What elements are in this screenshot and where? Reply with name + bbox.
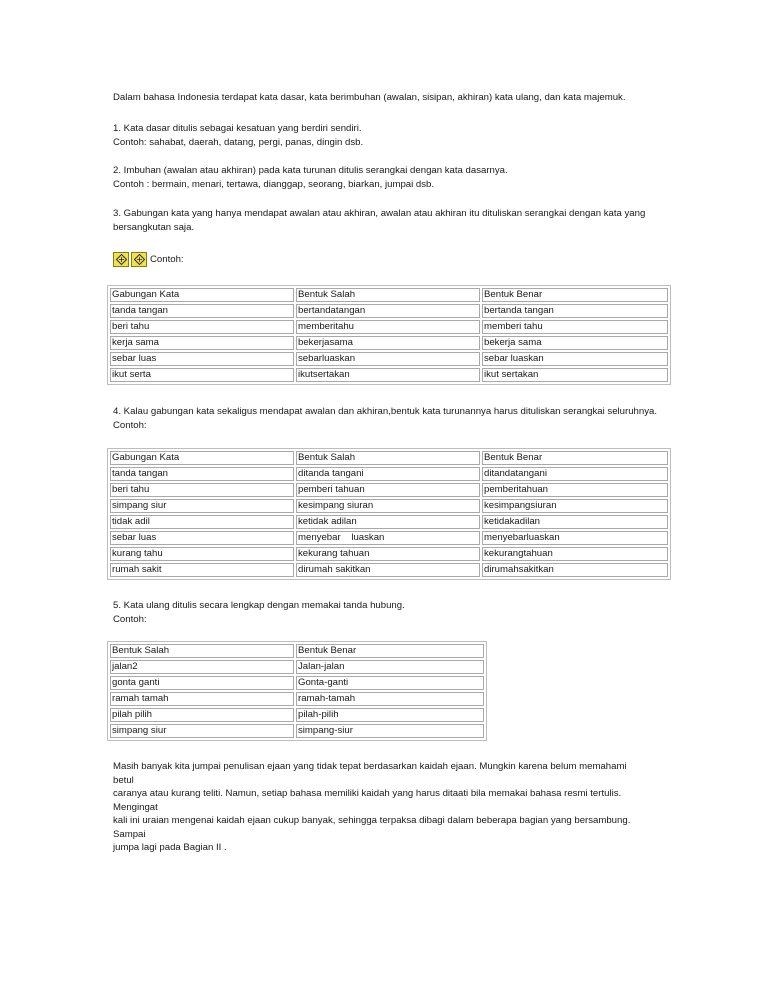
table-cell: dirumahsakitkan — [482, 563, 668, 577]
table-cell: pilah pilih — [110, 708, 294, 722]
table-cell: ikut sertakan — [482, 368, 668, 382]
table-cell: memberi tahu — [482, 320, 668, 334]
table-cell: ikut serta — [110, 368, 294, 382]
table-cell: gonta ganti — [110, 676, 294, 690]
table-2 — [107, 448, 671, 580]
table-cell: tanda tangan — [110, 467, 294, 481]
intro-text: Dalam bahasa Indonesia terdapat kata dasar, kata berimbuhan (awalan, sisipan, akhiran) kata ulang, dan kata majemuk. — [113, 92, 626, 103]
table-row — [110, 515, 668, 529]
rule-2 — [113, 164, 658, 191]
table-3 — [107, 641, 487, 741]
table-header-row — [110, 451, 668, 465]
table-cell: bertanda tangan — [482, 304, 668, 318]
table-row — [110, 336, 668, 350]
column-header: Bentuk Salah — [296, 451, 480, 465]
table-cell: pemberitahuan — [482, 483, 668, 497]
table-cell: sebar luaskan — [482, 352, 668, 366]
table-cell: beri tahu — [110, 483, 294, 497]
table-cell: tidak adil — [110, 515, 294, 529]
rule-5-example: Contoh: — [113, 613, 147, 625]
column-header: Bentuk Benar — [482, 288, 668, 302]
table-cell: menyebarluaskan — [482, 531, 668, 545]
table-row — [110, 708, 484, 722]
table-cell: bertandatangan — [296, 304, 480, 318]
table-cell: pilah-pilih — [296, 708, 484, 722]
table-cell: ketidakadilan — [482, 515, 668, 529]
table-header-row — [110, 644, 484, 658]
table-cell: menyebar luaskan — [296, 531, 480, 545]
table-row — [110, 499, 668, 513]
rule-2-text: 2. Imbuhan (awalan atau akhiran) pada kata turunan ditulis serangkai dengan kata dasarnya. — [113, 165, 508, 176]
table-cell: bekerjasama — [296, 336, 480, 350]
rule-1-example: Contoh: sahabat, daerah, datang, pergi, panas, dingin dsb. — [113, 136, 364, 148]
column-header: Gabungan Kata — [110, 451, 294, 465]
column-header: Gabungan Kata — [110, 288, 294, 302]
closing-paragraph — [113, 760, 633, 855]
closing-line: jumpa lagi pada Bagian II . — [113, 842, 227, 853]
column-header: Bentuk Salah — [110, 644, 294, 658]
closing-line: caranya atau kurang teliti. Namun, setiap bahasa memiliki kaidah yang harus ditaati bila memakai bahasa resmi tertulis. Mengingat — [113, 788, 622, 813]
table-cell: ikutsertakan — [296, 368, 480, 382]
table-cell: bekerja sama — [482, 336, 668, 350]
table-cell: Gonta-ganti — [296, 676, 484, 690]
table-row — [110, 563, 668, 577]
table-cell: pemberi tahuan — [296, 483, 480, 497]
closing-line: kali ini uraian mengenai kaidah ejaan cukup banyak, sehingga terpaksa dibagi dalam beberapa bagian yang bersambung. Sampai — [113, 815, 631, 840]
table-row — [110, 676, 484, 690]
rule-1 — [113, 122, 658, 149]
table-cell: simpang-siur — [296, 724, 484, 738]
table-cell: kurang tahu — [110, 547, 294, 561]
rule-4 — [113, 405, 673, 432]
table-cell: simpang siur — [110, 499, 294, 513]
table-cell: Jalan-jalan — [296, 660, 484, 674]
table-row — [110, 483, 668, 497]
table-row — [110, 692, 484, 706]
rule-4-example: Contoh: — [113, 419, 147, 431]
table-cell: kekurangtahuan — [482, 547, 668, 561]
table-cell: sebar luas — [110, 531, 294, 545]
table-cell: memberitahu — [296, 320, 480, 334]
rule-5 — [113, 599, 658, 626]
table-row — [110, 547, 668, 561]
rule-3-text: 3. Gabungan kata yang hanya mendapat awalan atau akhiran, awalan atau akhiran itu dituliskan serangkai dengan kata yang — [113, 208, 646, 219]
diamond-sign-icon — [131, 252, 147, 267]
table-row — [110, 660, 484, 674]
contoh-label: Contoh: — [150, 253, 184, 265]
table-cell: tanda tangan — [110, 304, 294, 318]
contoh-row — [113, 252, 184, 266]
table-header-row — [110, 288, 668, 302]
table-cell: kesimpang siuran — [296, 499, 480, 513]
table-row — [110, 304, 668, 318]
table-cell: dirumah sakitkan — [296, 563, 480, 577]
table-row — [110, 724, 484, 738]
table-cell: ditandatangani — [482, 467, 668, 481]
table-cell: sebar luas — [110, 352, 294, 366]
table-cell: ketidak adilan — [296, 515, 480, 529]
column-header: Bentuk Benar — [482, 451, 668, 465]
table-cell: rumah sakit — [110, 563, 294, 577]
rule-4-text: 4. Kalau gabungan kata sekaligus mendapat awalan dan akhiran,bentuk kata turunannya harus dituliskan serangkai seluruhnya. — [113, 406, 658, 417]
table-row — [110, 320, 668, 334]
table-cell: kekurang tahuan — [296, 547, 480, 561]
table-row — [110, 467, 668, 481]
table-cell: sebarluaskan — [296, 352, 480, 366]
closing-line: Masih banyak kita jumpai penulisan ejaan yang tidak tepat berdasarkan kaidah ejaan. Mungkin karena belum memahami betul — [113, 761, 627, 786]
column-header: Bentuk Benar — [296, 644, 484, 658]
rule-2-example: Contoh : bermain, menari, tertawa, dianggap, seorang, biarkan, jumpai dsb. — [113, 178, 435, 190]
rule-3-text-cont: bersangkutan saja. — [113, 221, 195, 233]
table-cell: simpang siur — [110, 724, 294, 738]
table-cell: kesimpangsiuran — [482, 499, 668, 513]
rule-1-text: 1. Kata dasar ditulis sebagai kesatuan yang berdiri sendiri. — [113, 123, 362, 134]
column-header: Bentuk Salah — [296, 288, 480, 302]
table-row — [110, 368, 668, 382]
table-cell: kerja sama — [110, 336, 294, 350]
table-cell: beri tahu — [110, 320, 294, 334]
diamond-sign-icon — [113, 252, 129, 267]
table-cell: ramah tamah — [110, 692, 294, 706]
table-row — [110, 531, 668, 545]
table-cell: ramah-tamah — [296, 692, 484, 706]
rule-3 — [113, 207, 673, 234]
table-1 — [107, 285, 671, 385]
table-cell: jalan2 — [110, 660, 294, 674]
table-cell: ditanda tangani — [296, 467, 480, 481]
table-row — [110, 352, 668, 366]
rule-5-text: 5. Kata ulang ditulis secara lengkap dengan memakai tanda hubung. — [113, 600, 405, 611]
